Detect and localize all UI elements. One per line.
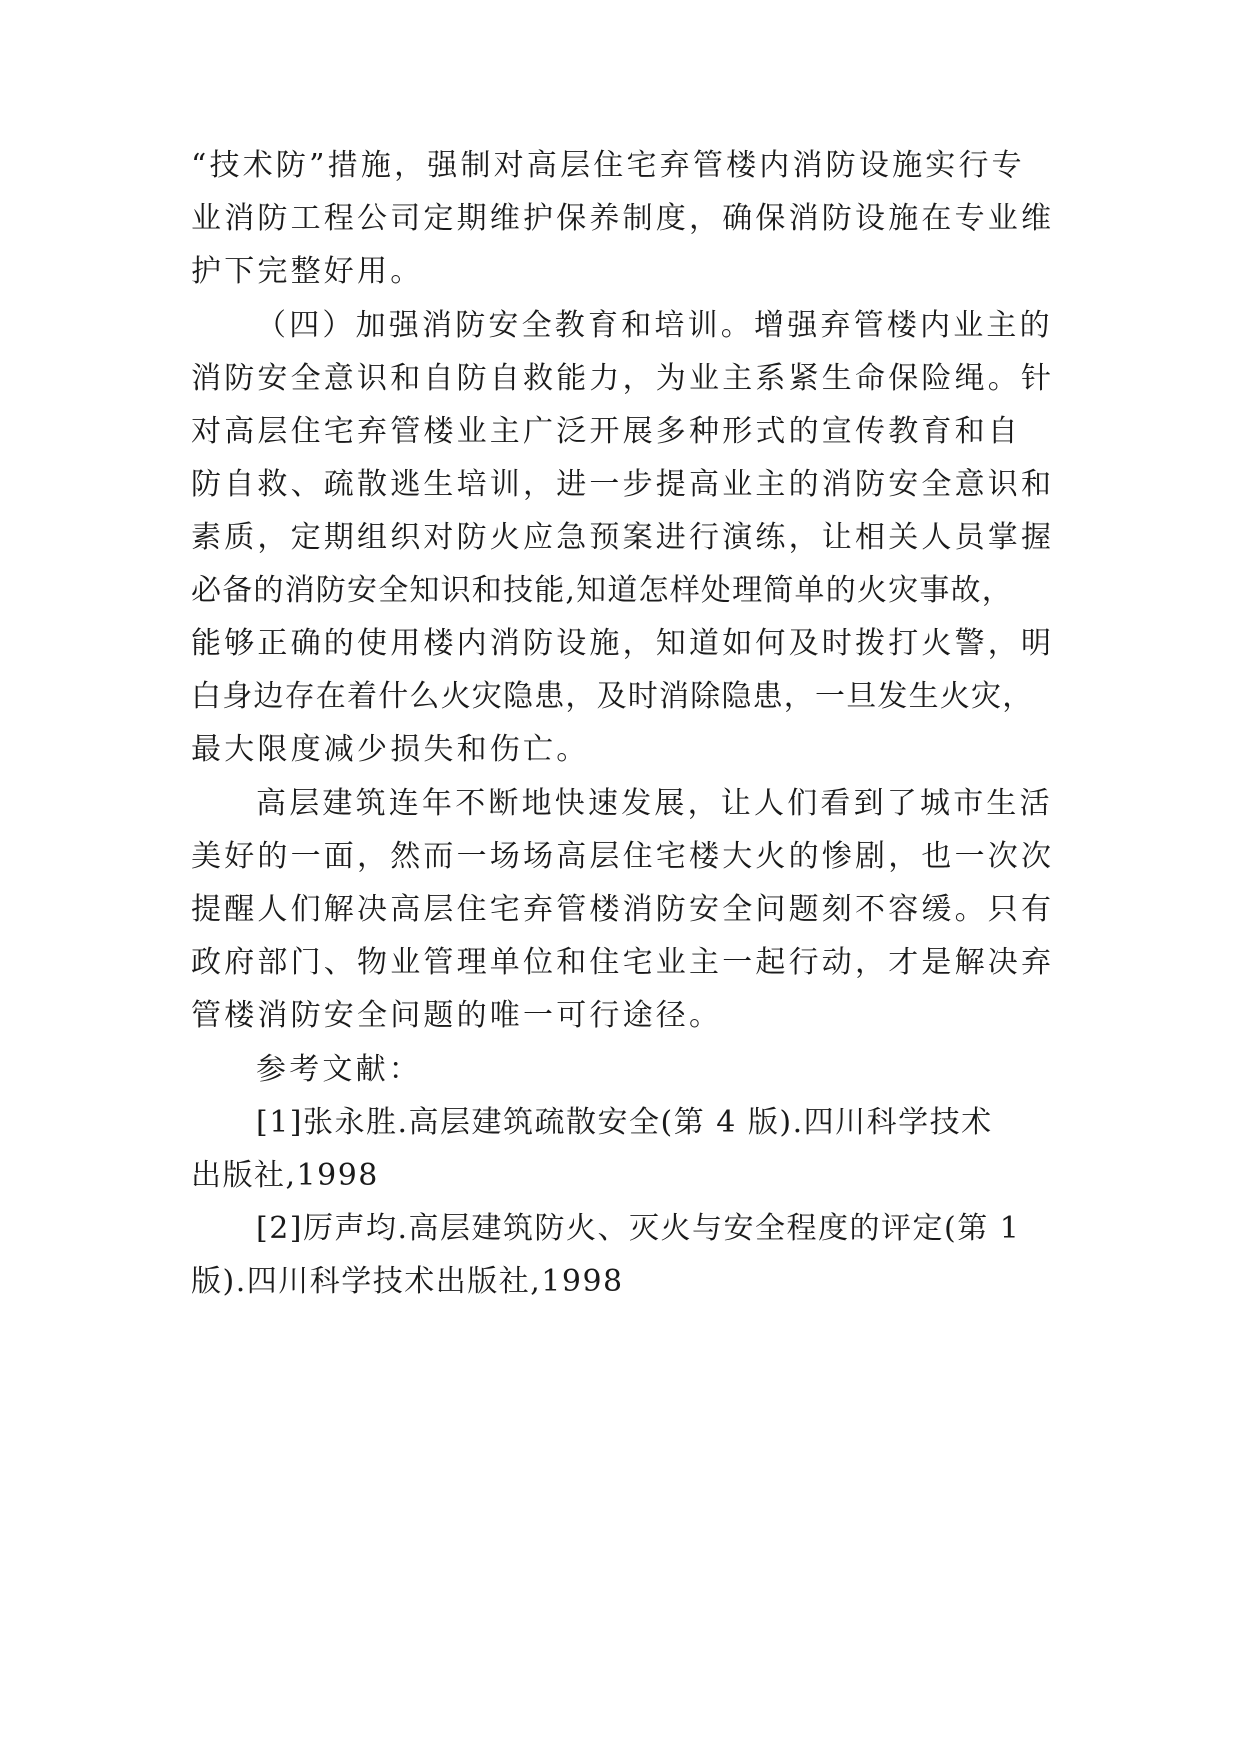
text-line: 业消防工程公司定期维护保养制度，确保消防设施在专业维 <box>191 201 1055 236</box>
text-line: 素质，定期组织对防火应急预案进行演练，让相关人员掌握 <box>191 520 1055 555</box>
text-line: 必备的消防安全知识和技能,知道怎样处理简单的火灾事故， <box>191 573 1013 608</box>
text-line: 高层建筑连年不断地快速发展，让人们看到了城市生活 <box>256 786 1053 821</box>
text-line: 消防安全意识和自防自救能力，为业主系紧生命保险绳。针 <box>191 361 1055 396</box>
reference-line: 出版社,1998 <box>191 1158 379 1193</box>
text-line: 美好的一面，然而一场场高层住宅楼大火的惨剧，也一次次 <box>191 839 1055 874</box>
text-line: 最大限度减少损失和伤亡。 <box>191 732 590 767</box>
text-line: 防自救、疏散逃生培训，进一步提高业主的消防安全意识和 <box>191 467 1055 502</box>
reference-line: [2]厉声均.高层建筑防火、灭火与安全程度的评定(第 1 <box>256 1211 1021 1246</box>
text-line: （四）加强消防安全教育和培训。增强弃管楼内业主的 <box>256 308 1053 343</box>
text-line: “技术防”措施，强制对高层住宅弃管楼内消防设施实行专 <box>191 148 1025 183</box>
text-line: 白身边存在着什么火灾隐患，及时消除隐患，一旦发生火灾， <box>191 679 1034 714</box>
reference-line: [1]张永胜.高层建筑疏散安全(第 4 版).四川科学技术 <box>256 1105 993 1140</box>
text-line: 政府部门、物业管理单位和住宅业主一起行动，才是解决弃 <box>191 945 1055 980</box>
text-line: 护下完整好用。 <box>191 254 424 289</box>
reference-line: 版).四川科学技术出版社,1998 <box>191 1264 624 1299</box>
text-line: 能够正确的使用楼内消防设施，知道如何及时拨打火警，明 <box>191 626 1055 661</box>
references-heading: 参考文献： <box>256 1052 422 1087</box>
text-line: 管楼消防安全问题的唯一可行途径。 <box>191 998 723 1033</box>
text-line: 对高层住宅弃管楼业主广泛开展多种形式的宣传教育和自 <box>191 414 1021 449</box>
text-line: 提醒人们解决高层住宅弃管楼消防安全问题刻不容缓。只有 <box>191 892 1055 927</box>
